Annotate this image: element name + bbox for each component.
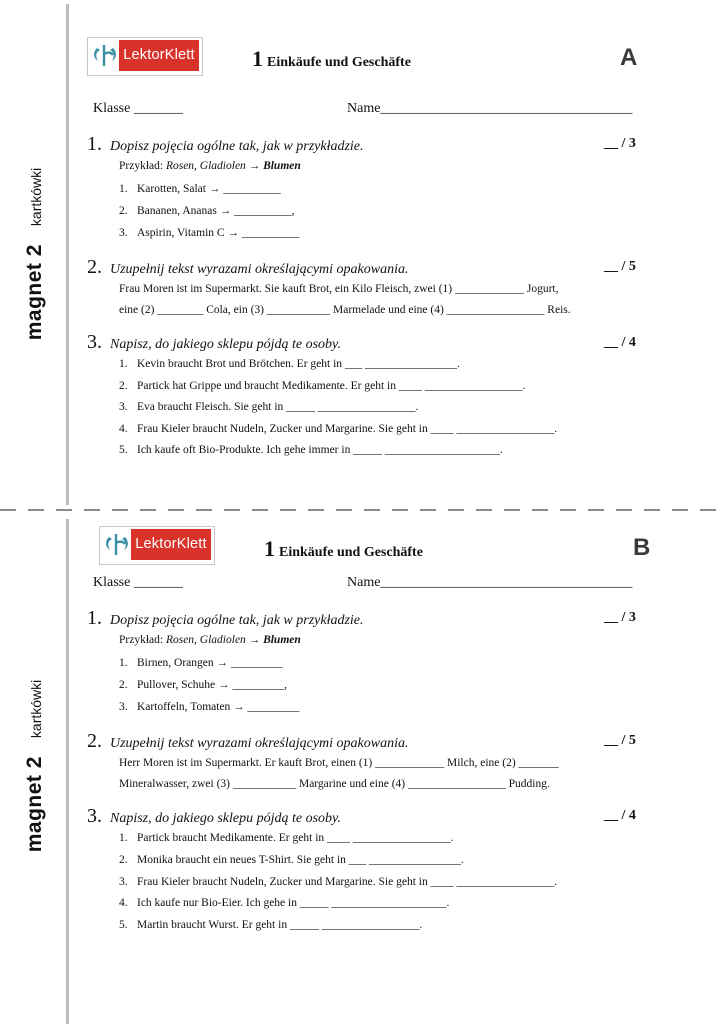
answer-prompt[interactable]: Partick braucht Medikamente. Er geht in ____ _________________. (137, 832, 454, 844)
gap-text-line[interactable]: Herr Moren ist im Supermarkt. Er kauft Brot, einen (1) ____________ Milch, eine (2) _______ (119, 757, 559, 769)
answer-prompt[interactable]: Martin braucht Wurst. Er geht in _____ _________________. (137, 919, 423, 931)
task-3-points: __ / 4 (604, 335, 636, 350)
answer-prompt[interactable]: Frau Kieler braucht Nudeln, Zucker und Margarine. Sie geht in ____ _________________. (137, 876, 558, 888)
answer-prompt[interactable]: Eva braucht Fleisch. Sie geht in _____ _________________. (137, 401, 419, 413)
logo-text: LektorKlett (131, 529, 211, 560)
answer-prompt[interactable]: Frau Kieler braucht Nudeln, Zucker und Margarine. Sie geht in ____ _________________. (137, 423, 558, 435)
list-item: 3. Eva braucht Fleisch. Sie geht in _____ _________________. (119, 401, 419, 413)
klasse-field[interactable]: Klasse _______ (93, 575, 183, 590)
variant-letter: A (620, 44, 638, 71)
task-1-heading (87, 607, 364, 630)
answer-prompt[interactable]: Monika braucht ein neues T-Shirt. Sie geht in ___ ________________. (137, 854, 464, 866)
lektorklett-logo (87, 37, 203, 76)
cut-line (0, 509, 725, 511)
task-2-points: __ / 5 (604, 259, 636, 274)
task-3-instruction: Napisz, do jakiego sklepu pójdą te osoby. (110, 811, 341, 826)
answer-prompt[interactable]: Kartoffeln, Tomaten → _________ (137, 701, 300, 713)
task-1-instruction: Dopisz pojęcia ogólne tak, jak w przykładzie. (110, 139, 364, 154)
task-2-heading (87, 256, 409, 279)
variant-letter: B (633, 534, 651, 561)
task-1-points: __ / 3 (604, 136, 636, 151)
task-number: 2. (87, 256, 102, 278)
task-2-heading (87, 730, 409, 753)
answer-prompt[interactable]: Karotten, Salat → __________ (137, 183, 281, 195)
title-number: 1 (264, 536, 275, 561)
list-item: 1. Kevin braucht Brot und Brötchen. Er geht in ___ ________________. (119, 358, 460, 370)
task-2-instruction: Uzupełnij tekst wyrazami określającymi opakowania. (110, 736, 409, 751)
title-text: Einkäufe und Geschäfte (267, 55, 411, 70)
list-item: 2. Monika braucht ein neues T-Shirt. Sie geht in ___ ________________. (119, 854, 464, 866)
logo-text: LektorKlett (119, 40, 199, 71)
list-item: 1. Karotten, Salat → __________ (119, 183, 281, 195)
answer-prompt[interactable]: Ich kaufe nur Bio-Eier. Ich gehe in _____ ____________________. (137, 897, 450, 909)
spine-label-b (0, 656, 70, 876)
lektorklett-logo (99, 526, 215, 565)
kartkowki-label: kartkówki (28, 167, 44, 227)
name-field[interactable]: Name____________________________________ (347, 101, 633, 116)
task-2-instruction: Uzupełnij tekst wyrazami określającymi opakowania. (110, 262, 409, 277)
title-text: Einkäufe und Geschäfte (279, 545, 423, 560)
example-line (119, 634, 301, 646)
list-item: 4. Ich kaufe nur Bio-Eier. Ich gehe in _____ ____________________. (119, 897, 450, 909)
example-words: Rosen, Gladiolen (165, 160, 246, 172)
task-1-points: __ / 3 (604, 610, 636, 625)
arrow-icon: → (248, 160, 261, 172)
spine-label-a (0, 144, 70, 364)
magnet-label: magnet 2 (23, 244, 46, 341)
worksheet-title (264, 536, 423, 562)
list-item: 2. Bananen, Ananas → __________, (119, 205, 295, 217)
example-words: Rosen, Gladiolen (165, 634, 246, 646)
magnet-label: magnet 2 (23, 756, 46, 853)
task-2-points: __ / 5 (604, 733, 636, 748)
task-3-heading (87, 331, 341, 354)
klett-logo-icon (103, 531, 131, 558)
list-item: 2. Pullover, Schuhe → _________, (119, 679, 287, 691)
example-label: Przykład: (119, 160, 164, 172)
example-line (119, 160, 301, 172)
list-item: 3. Kartoffeln, Tomaten → _________ (119, 701, 300, 713)
list-item: 5. Ich kaufe oft Bio-Produkte. Ich gehe immer in _____ ____________________. (119, 444, 503, 456)
klett-logo-icon (91, 42, 119, 69)
task-3-instruction: Napisz, do jakiego sklepu pójdą te osoby. (110, 337, 341, 352)
task-3-points: __ / 4 (604, 808, 636, 823)
example-answer: Blumen (263, 634, 301, 646)
answer-prompt[interactable]: Kevin braucht Brot und Brötchen. Er geht in ___ ________________. (137, 358, 460, 370)
kartkowki-label: kartkówki (28, 679, 44, 739)
list-item: 3. Aspirin, Vitamin C → __________ (119, 227, 300, 239)
task-1-instruction: Dopisz pojęcia ogólne tak, jak w przykładzie. (110, 613, 364, 628)
arrow-icon: → (248, 634, 261, 646)
list-item: 3. Frau Kieler braucht Nudeln, Zucker und Margarine. Sie geht in ____ _________________. (119, 876, 558, 888)
task-number: 3. (87, 331, 102, 353)
name-field[interactable]: Name____________________________________ (347, 575, 633, 590)
klasse-field[interactable]: Klasse _______ (93, 101, 183, 116)
list-item: 1. Partick braucht Medikamente. Er geht in ____ _________________. (119, 832, 454, 844)
title-number: 1 (252, 46, 263, 71)
task-number: 1. (87, 133, 102, 155)
list-item: 4. Frau Kieler braucht Nudeln, Zucker und Margarine. Sie geht in ____ _________________. (119, 423, 558, 435)
answer-prompt[interactable]: Aspirin, Vitamin C → __________ (137, 227, 300, 239)
answer-prompt[interactable]: Ich kaufe oft Bio-Produkte. Ich gehe immer in _____ ____________________. (137, 444, 503, 456)
example-answer: Blumen (263, 160, 301, 172)
worksheet-title (252, 46, 411, 72)
answer-prompt[interactable]: Birnen, Orangen → _________ (137, 657, 283, 669)
task-3-heading (87, 805, 341, 828)
task-number: 1. (87, 607, 102, 629)
answer-prompt[interactable]: Bananen, Ananas → __________, (137, 205, 295, 217)
answer-prompt[interactable]: Partick hat Grippe und braucht Medikamente. Er geht in ____ _________________. (137, 380, 526, 392)
task-1-heading (87, 133, 364, 156)
list-item: 5. Martin braucht Wurst. Er geht in _____ _________________. (119, 919, 423, 931)
example-label: Przykład: (119, 634, 164, 646)
gap-text-line[interactable]: Mineralwasser, zwei (3) ___________ Margarine und eine (4) _________________ Pudding. (119, 778, 550, 790)
list-item: 2. Partick hat Grippe und braucht Medikamente. Er geht in ____ _________________. (119, 380, 526, 392)
list-item: 1. Birnen, Orangen → _________ (119, 657, 283, 669)
task-number: 2. (87, 730, 102, 752)
gap-text-line[interactable]: eine (2) ________ Cola, ein (3) ___________ Marmelade und eine (4) _________________ Reis. (119, 304, 571, 316)
answer-prompt[interactable]: Pullover, Schuhe → _________, (137, 679, 287, 691)
gap-text-line[interactable]: Frau Moren ist im Supermarkt. Sie kauft Brot, ein Kilo Fleisch, zwei (1) ____________ Jogurt, (119, 283, 559, 295)
task-number: 3. (87, 805, 102, 827)
